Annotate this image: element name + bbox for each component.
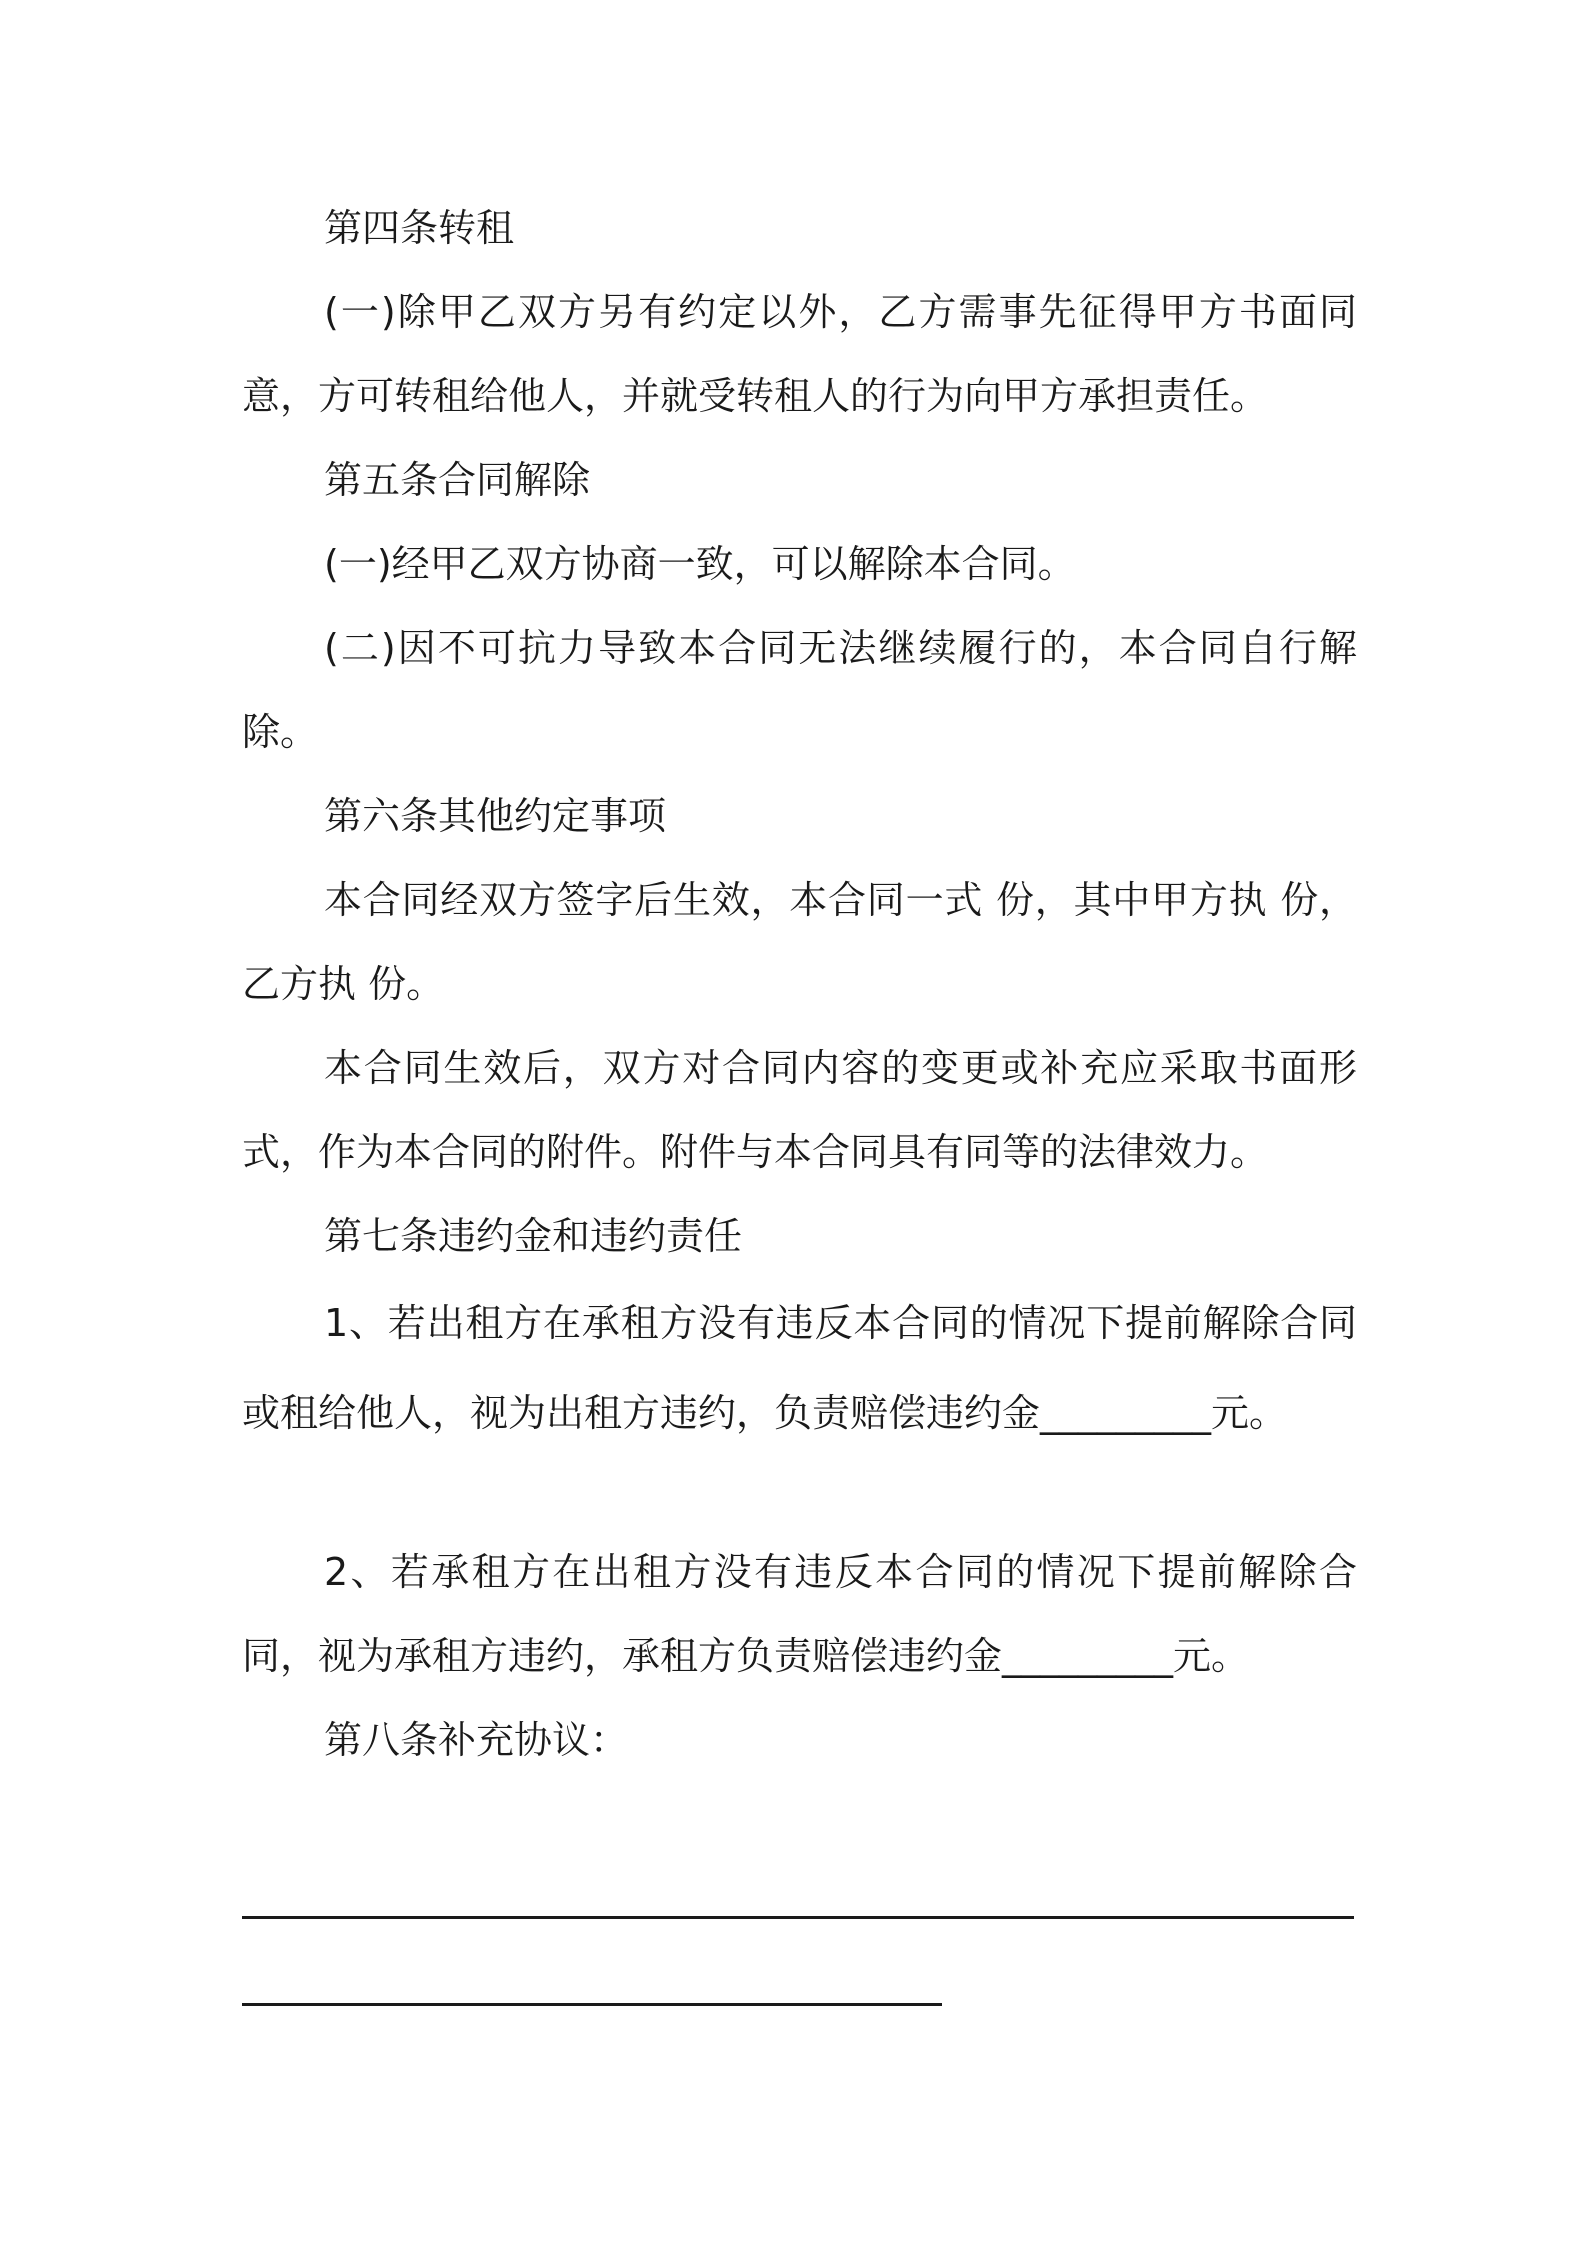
supplement-blank-line-2: [242, 2003, 942, 2006]
article-7-clause-2: 2、若承租方在出租方没有违反本合同的情况下提前解除合同，视为承租方违约，承租方负责赔偿违约金_________元。: [242, 1550, 1357, 1678]
article-6-paragraph-2: 本合同生效后，双方对合同内容的变更或补充应采取书面形式，作为本合同的附件。附件与本合同具有同等的法律效力。: [242, 1046, 1357, 1174]
article-5-clause-2: (二)因不可抗力导致本合同无法继续履行的，本合同自行解除。: [242, 626, 1357, 754]
article-4-clause-1: (一)除甲乙双方另有约定以外，乙方需事先征得甲方书面同意，方可转租给他人，并就受转租人的行为向甲方承担责任。: [242, 290, 1357, 418]
article-5-title: 第五条合同解除: [324, 458, 591, 502]
article-4-title: 第四条转租: [324, 206, 515, 250]
article-5-clause-1: (一)经甲乙双方协商一致，可以解除本合同。: [324, 542, 1076, 586]
article-6-title: 第六条其他约定事项: [324, 794, 667, 838]
article-7-clause-1: 1、若出租方在承租方没有违反本合同的情况下提前解除合同或租给他人，视为出租方违约，负责赔偿违约金_________元。: [242, 1301, 1357, 1435]
article-7-title: 第七条违约金和违约责任: [324, 1214, 743, 1258]
supplement-blank-line-1: [242, 1916, 1354, 1919]
article-6-paragraph-1: 本合同经双方签字后生效，本合同一式 份，其中甲方执 份，乙方执 份。: [242, 878, 1357, 1006]
article-8-title: 第八条补充协议：: [324, 1718, 629, 1762]
